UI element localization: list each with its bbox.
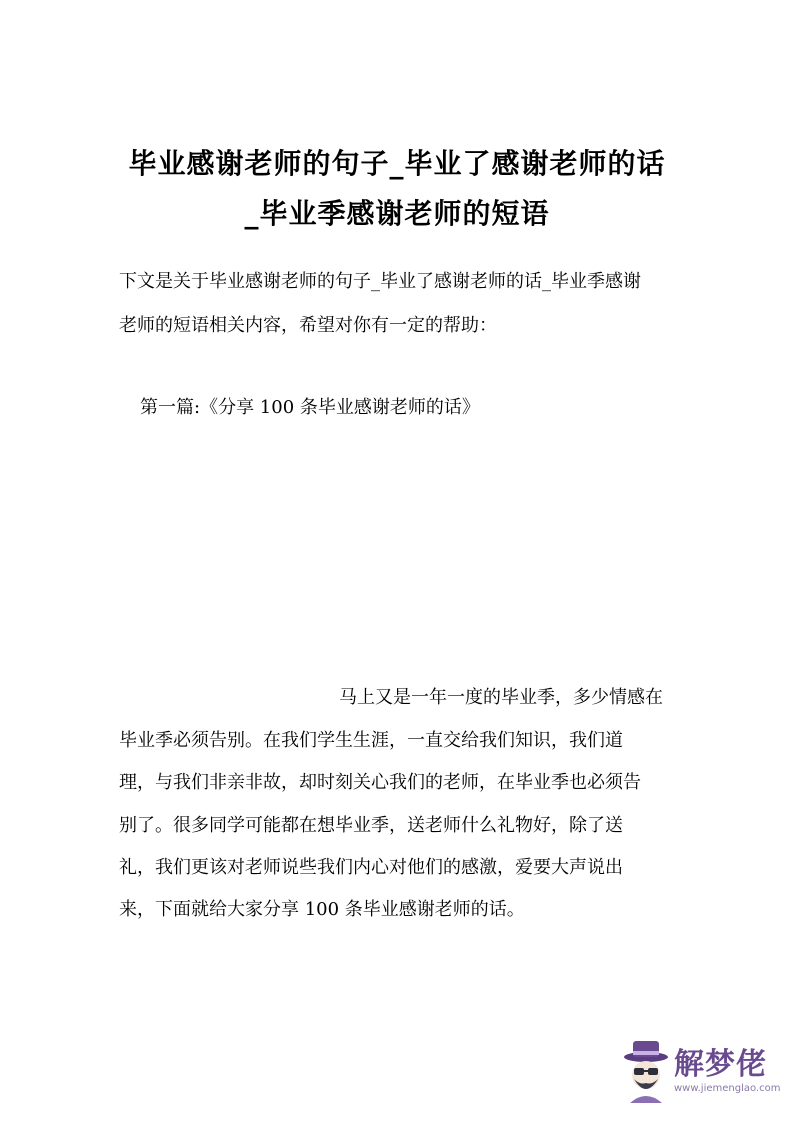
watermark-logo [622, 1035, 781, 1107]
body-line-2: 毕业季必须告别。在我们学生生涯，一直交给我们知识，我们道 [119, 730, 623, 751]
intro-line-1: 下文是关于毕业感谢老师的句子_毕业了感谢老师的话_毕业季感谢 [119, 271, 641, 292]
body-line-4: 别了。很多同学可能都在想毕业季，送老师什么礼物好，除了送 [119, 815, 623, 836]
document-title-line-1: 毕业感谢老师的句子_毕业了感谢老师的话 [128, 147, 666, 180]
mascot-icon [622, 1037, 670, 1103]
body-line-1: 马上又是一年一度的毕业季，多少情感在 [339, 687, 663, 708]
body-line-5: 礼，我们更该对老师说些我们内心对他们的感激，爱要大声说出 [119, 857, 623, 878]
body-line-3: 理，与我们非亲非故，却时刻关心我们的老师，在毕业季也必须告 [119, 772, 641, 793]
chapter-heading: 第一篇:《分享 100 条毕业感谢老师的话》 [140, 397, 480, 418]
body-line-6: 来，下面就给大家分享 100 条毕业感谢老师的话。 [119, 899, 525, 920]
intro-line-2: 老师的短语相关内容，希望对你有一定的帮助： [119, 315, 497, 336]
document-title-line-2: _毕业季感谢老师的短语 [244, 197, 550, 230]
watermark-brand: 解梦佬 [674, 1047, 767, 1082]
watermark-url: www.jiemenglao.com [674, 1083, 781, 1094]
